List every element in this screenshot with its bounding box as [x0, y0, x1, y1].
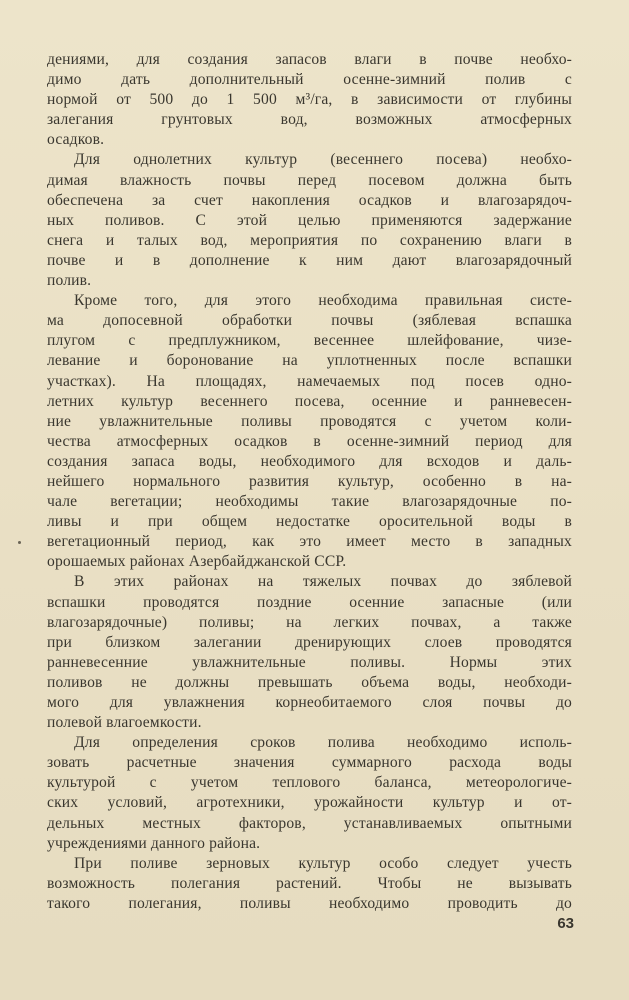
text-line: При поливе зерновых культур особо следует учесть — [74, 854, 572, 872]
text-line: летних культур весеннего посева, осенние и ранневесен- — [47, 392, 572, 410]
text-line: культурой с учетом теплового баланса, метеорологиче- — [47, 774, 572, 792]
text-line: Для определения сроков полива необходимо исполь- — [74, 734, 572, 752]
text-line: почве и в дополнение к ним дают влагозарядочный — [47, 251, 572, 269]
text-line: ние увлажнительные поливы проводятся с учетом коли- — [47, 412, 572, 430]
text-line: ма допосевной обработки почвы (зяблевая вспашка — [47, 312, 572, 330]
page-number: 63 — [557, 915, 574, 932]
text-line: димо дать дополнительный осенне-зимний полив с — [47, 71, 572, 89]
text-line: ских условий, агротехники, урожайности культур и от- — [47, 794, 572, 812]
paper-speck — [18, 541, 21, 544]
text-line: снега и талых вод, мероприятия по сохранению влаги в — [47, 231, 572, 249]
text-line: участках). На площадях, намечаемых под посев одно- — [47, 372, 572, 390]
text-line: Для однолетних культур (весеннего посева) необхо- — [74, 151, 572, 169]
text-line: орошаемых районах Азербайджанской ССР. — [47, 553, 347, 571]
text-line: димая влажность почвы перед посевом должна быть — [47, 171, 572, 189]
text-line: ных поливов. С этой целью применяются задержание — [47, 211, 572, 229]
text-line: дениями, для создания запасов влаги в почве необхо- — [47, 51, 572, 68]
text-line: учреждениями данного района. — [47, 834, 261, 852]
text-line: при близком залегании дренирующих слоев проводятся — [47, 633, 572, 651]
text-line: поливов не должны превышать объема воды, необходи- — [47, 673, 572, 691]
text-line: осадков. — [47, 131, 105, 149]
text-line: плугом с предплужником, весеннее шлейфование, чизе- — [47, 332, 572, 350]
text-line: полевой влагоемкости. — [47, 714, 202, 732]
text-line: Кроме того, для этого необходима правильная систе- — [74, 292, 572, 310]
text-line: такого полегания, поливы необходимо проводить до — [47, 894, 572, 912]
text-line: нормой от 500 до 1 500 м³/га, в зависимости от глубины — [47, 91, 572, 109]
text-line: полив. — [47, 272, 92, 290]
text-line: обеспечена за счет накопления осадков и влагозарядоч- — [47, 191, 572, 209]
text-line: нейшего нормального развития культур, особенно в на- — [47, 472, 572, 490]
text-line: чества атмосферных осадков в осенне-зимний период для — [47, 432, 572, 450]
text-line: вспашки проводятся поздние осенние запасные (или — [47, 593, 572, 611]
text-line: ливы и при общем недостатке оросительной воды в — [47, 513, 572, 531]
text-line: чале вегетации; необходимы такие влагозарядочные по- — [47, 493, 572, 511]
text-line: зовать расчетные значения суммарного расхода воды — [47, 754, 572, 772]
body-text — [47, 50, 572, 914]
text-line: создания запаса воды, необходимого для всходов и даль- — [47, 452, 572, 470]
text-line: вегетационный период, как это имеет место в западных — [47, 533, 572, 551]
text-line: мого для увлажнения корнеобитаемого слоя почвы до — [47, 694, 572, 711]
text-line: В этих районах на тяжелых почвах до зяблевой — [74, 573, 572, 591]
text-line: залегания грунтовых вод, возможных атмосферных — [47, 111, 572, 129]
text-line: дельных местных факторов, устанавливаемых опытными — [47, 814, 572, 832]
text-line: возможность полегания растений. Чтобы не вызывать — [47, 874, 572, 892]
text-line: влагозарядочные) поливы; на легких почвах, а также — [47, 613, 572, 631]
text-line: ранневесенние увлажнительные поливы. Нормы этих — [47, 653, 572, 671]
text-line: левание и боронование на уплотненных после вспашки — [47, 352, 572, 370]
